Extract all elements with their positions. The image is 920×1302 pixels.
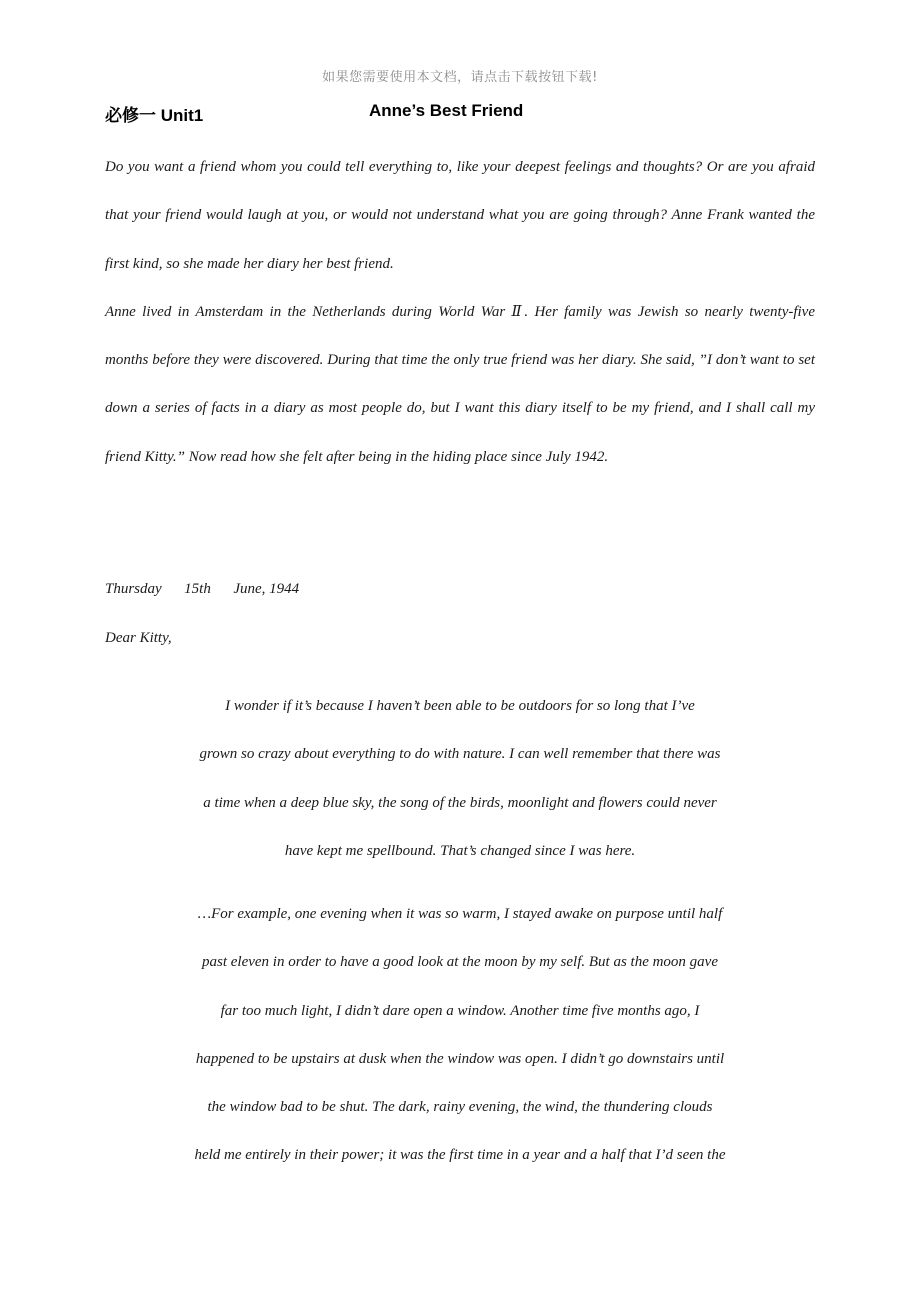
- intro-section: [105, 143, 815, 481]
- letter-line: I wonder if it’s because I haven’t been able to be outdoors for so long that I’ve: [225, 698, 695, 714]
- letter-line: happened to be upstairs at dusk when the window was open. I didn’t go downstairs until: [195, 1050, 725, 1067]
- letter-line: grown so crazy about everything to do with nature. I can well remember that there was: [199, 746, 721, 763]
- letter-line: …For example, one evening when it was so warm, I stayed awake on purpose until half: [197, 906, 723, 922]
- unit-label: 必修一 Unit1: [105, 106, 204, 125]
- heading: [105, 101, 820, 125]
- letter-paragraph-1: [160, 682, 760, 875]
- letter-line: held me entirely in their power; it was the first time in a year and a half that I’d seen the: [194, 1147, 726, 1164]
- document-title: Anne’s Best Friend: [369, 101, 524, 120]
- letter-line: past eleven in order to have a good look at the moon by my self. But as the moon gave: [202, 954, 718, 971]
- intro-paragraph-2: Anne lived in Amsterdam in the Netherlands during World War Ⅱ. Her family was Jewish so nearly twenty-five months before they were discovered. During that time the only true friend was her diary. She said, ”I don’t want to set down a series of facts in a diary as most people do, but I want this diary itself to be my friend, and I shall call my friend Kitty.” Now read how she felt after being in the hiding place since July 1942.: [105, 303, 815, 465]
- letter-salutation: Dear Kitty,: [105, 630, 172, 646]
- letter-date: Thursday 15th June, 1944: [105, 581, 300, 597]
- letter-line: far too much light, I didn’t dare open a window. Another time five months ago, I: [220, 1002, 700, 1019]
- letter-line: have kept me spellbound. That’s changed since I was here.: [284, 842, 636, 859]
- letter-line: a time when a deep blue sky, the song of the birds, moonlight and flowers could never: [203, 794, 717, 811]
- letter-line: the window bad to be shut. The dark, rainy evening, the wind, the thundering clouds: [207, 1099, 713, 1116]
- letter-paragraph-2: [160, 890, 760, 1180]
- download-notice: 如果您需要使用本文档，请点击下载按钮下载!: [322, 70, 598, 85]
- intro-paragraph-1: Do you want a friend whom you could tell everything to, like your deepest feelings and thoughts? Or are you afraid that your friend would laugh at you, or would not understand what you are going through? Anne Frank wanted the first kind, so she made her diary her best friend.: [105, 159, 815, 272]
